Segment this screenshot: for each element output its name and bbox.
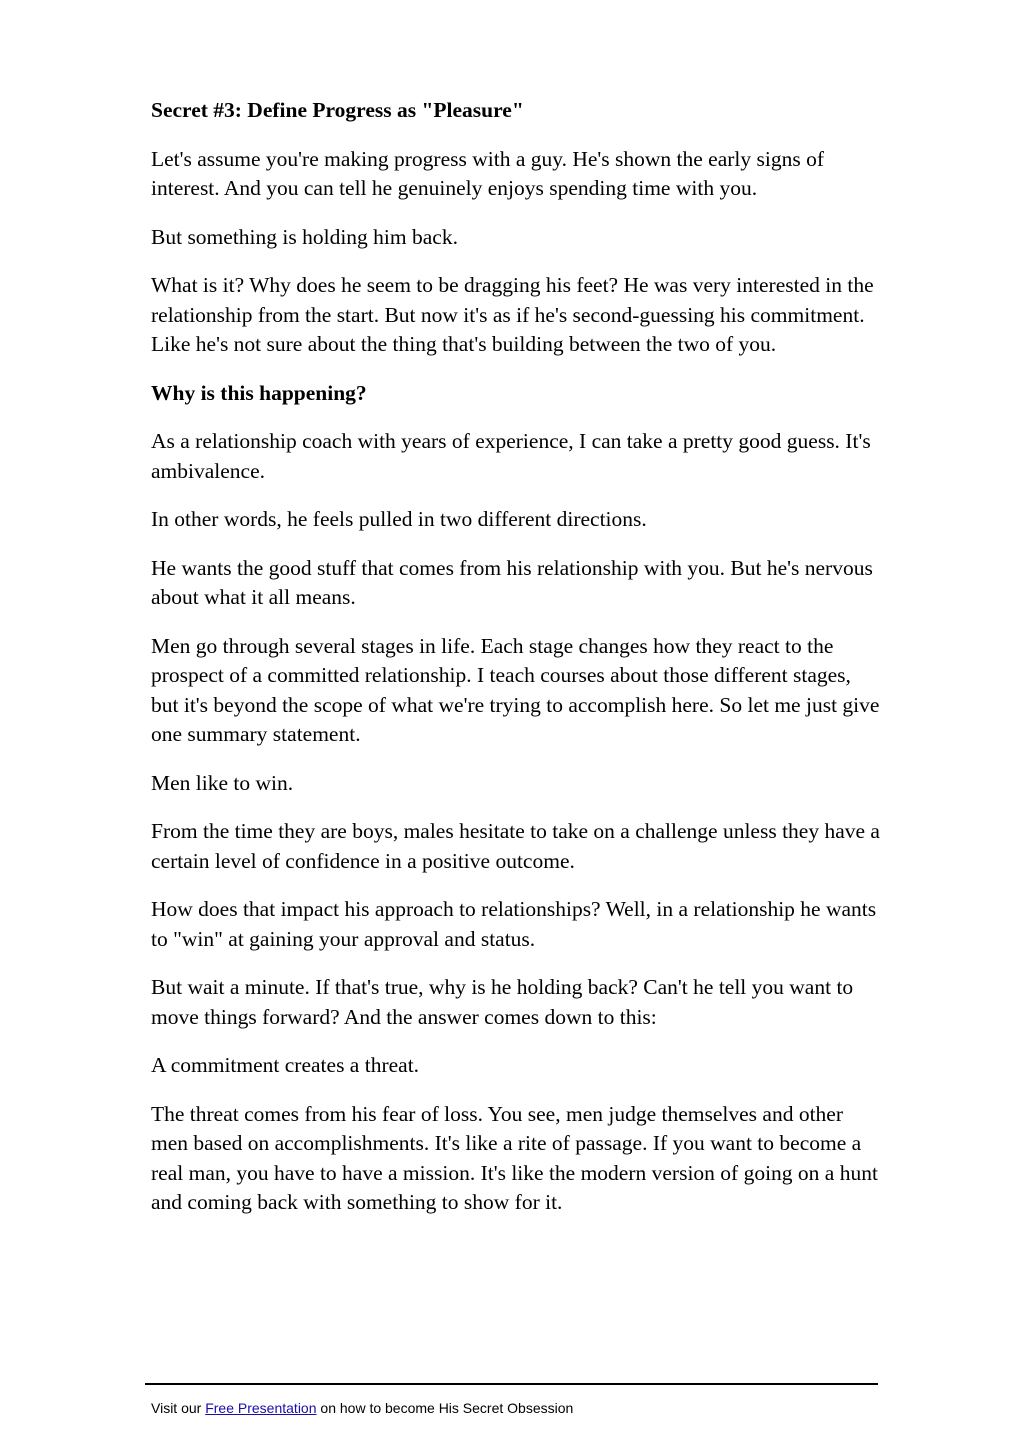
subheading-why: Why is this happening? [151,380,367,405]
paragraph-8: Men go through several stages in life. Each stage changes how they react to the prospect of a committed relationship. I teach courses about those different stages, but it's beyond the scope of what we're trying to accomplish here. So let me just give one summary statement. [151,633,880,746]
document-body [151,96,881,1237]
paragraph-10: From the time they are boys, males hesitate to take on a challenge unless they have a certain level of confidence in a positive outcome. [151,819,880,873]
footer-prefix: Visit our [151,1400,206,1416]
paragraph-5: As a relationship coach with years of experience, I can take a pretty good guess. It's ambivalence. [151,429,871,483]
free-presentation-link[interactable]: Free Presentation [205,1400,317,1416]
paragraph-6: In other words, he feels pulled in two different directions. [151,507,647,531]
paragraph-2: But something is holding him back. [151,224,458,249]
footer-divider [145,1383,878,1385]
section-heading: Secret #3: Define Progress as "Pleasure" [151,98,524,122]
footer-suffix: on how to become His Secret Obsession [316,1400,574,1416]
paragraph-9: Men like to win. [151,770,294,795]
page-footer [151,1399,573,1417]
paragraph-3: What is it? Why does he seem to be dragging his feet? He was very interested in the relationship from the start. But now it's as if he's second-guessing his commitment. Like he's not sure about the thing that's building between the two of you. [151,273,874,356]
paragraph-12: But wait a minute. If that's true, why is he holding back? Can't he tell you want to move things forward? And the answer comes down to this: [151,975,854,1029]
paragraph-1: Let's assume you're making progress with a guy. He's shown the early signs of interest. And you can tell he genuinely enjoys spending time with you. [151,146,825,200]
paragraph-7: He wants the good stuff that comes from his relationship with you. But he's nervous about what it all means. [151,555,873,609]
paragraph-11: How does that impact his approach to relationships? Well, in a relationship he wants to "win" at gaining your approval and status. [151,897,877,951]
paragraph-14: The threat comes from his fear of loss. You see, men judge themselves and other men based on accomplishments. It's like a rite of passage. If you want to become a real man, you have to have a mission. It's like the modern version of going on a hunt and coming back with something to show for it. [151,1101,878,1214]
paragraph-13: A commitment creates a threat. [151,1053,420,1077]
